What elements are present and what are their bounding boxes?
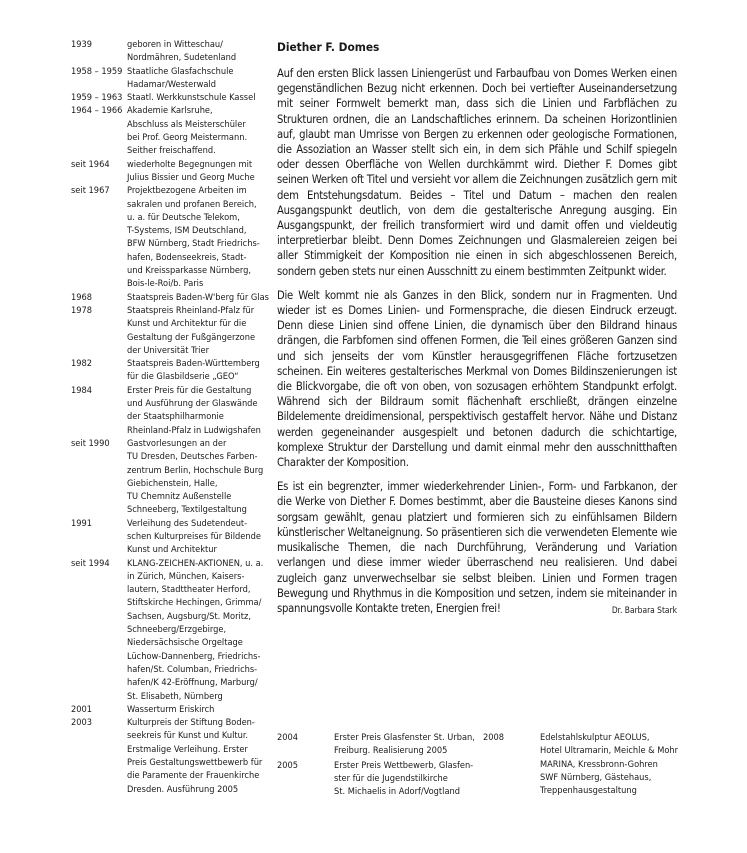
timeline-entry	[71, 184, 271, 290]
timeline-text: Staatspreis Baden-Württemberg für die Glasbildserie „GEO“	[127, 358, 260, 383]
timeline-year: 1991	[71, 517, 93, 529]
timeline-entry	[483, 731, 683, 797]
timeline	[71, 38, 271, 796]
timeline-year: 2001	[71, 703, 93, 715]
essay-paragraph: Es ist ein begrenzter, immer wiederkehrender Linien-, Form- und Farbkanon, der die Werke von Diether F. Domes bestimmt, aber die Bausteine dieses Kanons sind sorgsam gewählt, genau platziert und formieren sich zu einfühlsamen Bildern künstlerischer Weltaneignung. So präsentieren sich die verwendeten Elemente wie musikalische Themen, die nach Durchführung, Veränderung und Variation verlangen und diese immer wieder überraschend neu realisieren. Und dabei zugleich ganz unverwechselbar sie selbst bleiben. Linien und Formen tragen Bewegung und Rhythmus in die Komposition und setzen, indem sie miteinander in spannungsvolle Kontakte treten, Energien frei!	[277, 480, 677, 615]
timeline-entry	[71, 304, 271, 357]
timeline-text: Kulturpreis der Stiftung Boden- seekreis für Kunst und Kultur. Erstmalige Verleihung. Erster Preis Gestaltungswettbewerb für die Paramente der Frauenkirche Dresden. Ausführung 2005	[127, 717, 263, 795]
timeline-text: Erster Preis Wettbewerb, Glasfen- ster für die Jugendstilkirche St. Michaelis in Adorf/Vogtland	[334, 759, 474, 798]
timeline-year: 1958 – 1959	[71, 65, 123, 77]
timeline-year: 2003	[71, 717, 93, 729]
timeline-year: 1959 – 1963	[71, 92, 123, 104]
timeline-entry	[71, 384, 271, 437]
timeline-year: seit 1994	[71, 557, 110, 569]
timeline-year: 2005	[277, 759, 299, 771]
timeline-entry	[71, 91, 271, 104]
timeline-text: Wasserturm Eriskirch	[127, 703, 215, 715]
essay-title: Diether F. Domes	[277, 40, 380, 54]
timeline-entry	[71, 716, 271, 796]
timeline-entry	[277, 759, 477, 799]
timeline-year: 1939	[71, 39, 93, 50]
timeline-entry	[71, 703, 271, 716]
timeline-entry	[71, 291, 271, 304]
bottom-timeline-left	[277, 731, 477, 798]
timeline-year: 1964 – 1966	[71, 105, 123, 117]
timeline-entry	[71, 517, 271, 557]
timeline-text: Projektbezogene Arbeiten im sakralen und profanen Bereich, u. a. für Deutsche Telekom, T-Systems, ISM Deutschland, BFW Nürnberg, Stadt Friedrichs- hafen, Bodenseekreis, Stadt- und Kreissparkasse Nürnberg, Bois-le-Roi/b. Paris	[127, 185, 260, 290]
timeline-entry	[71, 65, 271, 92]
timeline-entry	[71, 437, 271, 517]
timeline-text: Verleihung des Sudetendeut- schen Kulturpreises für Bildende Kunst und Architektur	[127, 517, 261, 556]
timeline-text: geboren in Witteschau/ Nordmähren, Sudetenland	[127, 39, 237, 64]
timeline-year: seit 1964	[71, 158, 110, 170]
timeline-text: wiederholte Begegnungen mit Julius Bissier und Georg Muche	[127, 158, 255, 183]
timeline-text: Staatliche Glasfachschule Hadamar/Westerwald	[127, 65, 234, 90]
timeline-year: seit 1990	[71, 437, 110, 449]
essay-paragraph: Die Welt kommt nie als Ganzes in den Blick, sondern nur in Fragmenten. Und wieder ist es Domes Linien- und Formensprache, die diesen Eindruck erzeugt. Denn diese Linien sind offene Linien, die dynamisch über den Bildrand hinaus drängen, die Farbfomen sind offenen Formen, die Teil eines größeren Ganzen sind und sich jenseits der vom Künstler herausgegriffenen Fläche fortzusetzen scheinen. Ein weiteres gestalterisches Merkmal von Domes Bildinszenierungen ist die Blickvorgabe, die oft von oben, von sozusagen erhöhtem Standpunkt erfolgt. Während sich der Bildraum somit flächenhaft erschließt, drängen einzelne Bildelemente dreidimensional, perspektivisch gestaffelt hervor. Nähe und Distanz werden gegeneinander ausgespielt und betonen dadurch die schichtartige, komplexe Struktur der Darstellung und damit einmal mehr den ausschnitthaften Charakter der Komposition.	[277, 288, 677, 470]
timeline-entry	[71, 38, 271, 65]
essay-author: Dr. Barbara Stark	[611, 605, 677, 616]
timeline-year: 1982	[71, 358, 93, 370]
timeline-text: Gastvorlesungen an der TU Dresden, Deutsches Farben- zentrum Berlin, Hochschule Burg Giebichenstein, Halle, TU Chemnitz Außenstelle Schneeberg, Textilgestaltung	[127, 437, 264, 516]
timeline-entry	[71, 158, 271, 185]
timeline-text: Erster Preis für die Gestaltung und Ausführung der Glaswände der Staatsphilharmonie Rheinland-Pfalz in Ludwigshafen	[127, 384, 261, 436]
timeline-year: 1984	[71, 384, 93, 396]
bottom-timeline-right	[483, 731, 683, 797]
timeline-text: Akademie Karlsruhe, Abschluss als Meisterschüler bei Prof. Georg Meistermann. Seither freischaffend.	[127, 105, 248, 157]
timeline-year: 1978	[71, 304, 93, 316]
timeline-text: Staatl. Werkkunstschule Kassel	[127, 92, 256, 104]
timeline-text: KLANG-ZEICHEN-AKTIONEN, u. a. in Zürich, München, Kaisers- lautern, Stadttheater Herford, Stiftskirche Hechingen, Grimma/ Sachsen, Augsburg/St. Moritz, Schneeberg/Erzgebirge, Niedersächsische Orgeltage Lüchow-Dannenberg, Friedrichs- hafen/St. Columban, Friedrichs- hafen/K 42-Eröffnung, Marburg/ St. Elisabeth, Nürnberg	[127, 557, 264, 702]
timeline-year: seit 1967	[71, 185, 110, 197]
timeline-text: Erster Preis Glasfenster St. Urban, Freiburg. Realisierung 2005	[334, 732, 475, 757]
timeline-year: 2008	[483, 732, 505, 743]
essay	[277, 40, 677, 616]
timeline-entry	[277, 731, 477, 758]
timeline-entry	[71, 557, 271, 703]
timeline-text: Edelstahlskulptur AEOLUS, Hotel Ultramarin, Meichle & Mohr MARINA, Kressbronn-Gohren SWF Nürnberg, Gästehaus, Treppenhausgestaltung	[540, 732, 679, 797]
timeline-year: 1968	[71, 291, 93, 303]
timeline-year: 2004	[277, 732, 299, 743]
timeline-text: Staatspreis Baden-W'berg für Glas	[127, 291, 269, 303]
timeline-entry	[71, 357, 271, 384]
essay-paragraph: Auf den ersten Blick lassen Liniengerüst und Farbaufbau von Domes Werken einen gegenständlichen Bezug nicht erkennen. Doch bei vertiefter Auseinandersetzung mit seiner Formwelt bemerkt man, dass sich die Linien und Farbflächen zu Strukturen ordnen, die an Landschaftliches erinnern. Da scheinen Horizontlinien auf, glaubt man Umrisse von Bergen zu erkennen oder geologische Formationen, die Assoziation an Wasser stellt sich ein, in dem sich Pfähle und Schilf spiegeln oder dessen Oberfläche von Wellen durchkämmt wird. Diether F. Domes gibt seinen Werken oft Titel und versieht vor allem die Zeichnungen zusätzlich gern mit dem Entstehungsdatum. Beides – Titel und Datum – machen den realen Ausgangspunkt deutlich, von dem die gestalterische Anregung ausging. Ein Ausgangspunkt, der freilich transformiert wird und damit offen und vieldeutig interpretierbar bleibt. Denn Domes Zeichnungen und Glasmalereien zeigen bei aller Stimmigkeit der Komposition nie einen in sich abgeschlossenen Bereich, sondern geben stets nur einen Ausschnitt zu einem bestimmten Zeitpunkt wider.	[277, 67, 677, 278]
timeline-entry	[71, 104, 271, 157]
timeline-text: Staatspreis Rheinland-Pfalz für Kunst und Architektur für die Gestaltung der Fußgängerzone der Universität Trier	[127, 304, 256, 356]
